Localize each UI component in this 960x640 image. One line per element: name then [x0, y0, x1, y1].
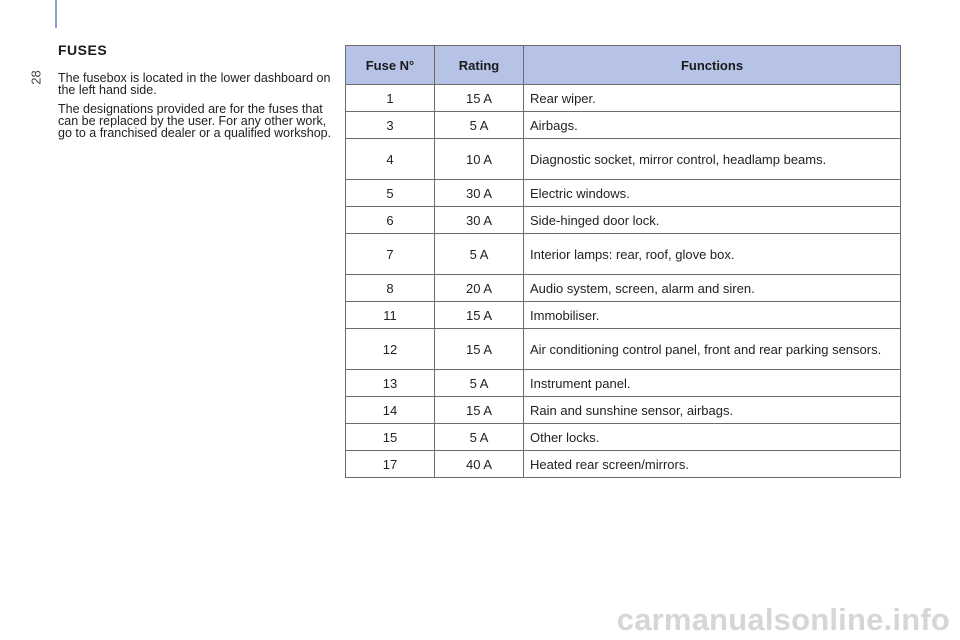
- cell-function: Heated rear screen/mirrors.: [524, 451, 901, 478]
- cell-rating: 5 A: [435, 370, 524, 397]
- header-functions: Functions: [524, 46, 901, 85]
- cell-rating: 40 A: [435, 451, 524, 478]
- cell-fuse-number: 15: [346, 424, 435, 451]
- table-row: [346, 329, 901, 370]
- cell-function: Immobiliser.: [524, 302, 901, 329]
- cell-fuse-number: 7: [346, 234, 435, 275]
- cell-rating: 5 A: [435, 112, 524, 139]
- cell-rating: 15 A: [435, 397, 524, 424]
- cell-fuse-number: 5: [346, 180, 435, 207]
- cell-fuse-number: 14: [346, 397, 435, 424]
- table-row: [346, 424, 901, 451]
- cell-rating: 5 A: [435, 234, 524, 275]
- table-row: [346, 112, 901, 139]
- cell-rating: 15 A: [435, 85, 524, 112]
- table-row: [346, 180, 901, 207]
- cell-fuse-number: 12: [346, 329, 435, 370]
- section-title: FUSES: [58, 42, 108, 58]
- cell-rating: 15 A: [435, 302, 524, 329]
- cell-function: Side-hinged door lock.: [524, 207, 901, 234]
- header-rating: Rating: [435, 46, 524, 85]
- cell-function: Diagnostic socket, mirror control, headlamp beams.: [524, 139, 901, 180]
- table-row: [346, 370, 901, 397]
- cell-rating: 30 A: [435, 207, 524, 234]
- cell-function: Rear wiper.: [524, 85, 901, 112]
- cell-function: Rain and sunshine sensor, airbags.: [524, 397, 901, 424]
- table-row: [346, 139, 901, 180]
- cell-function: Airbags.: [524, 112, 901, 139]
- cell-rating: 10 A: [435, 139, 524, 180]
- table-row: [346, 85, 901, 112]
- cell-fuse-number: 17: [346, 451, 435, 478]
- cell-rating: 20 A: [435, 275, 524, 302]
- table-row: [346, 207, 901, 234]
- cell-function: Instrument panel.: [524, 370, 901, 397]
- cell-function: Air conditioning control panel, front and rear parking sensors.: [524, 329, 901, 370]
- cell-fuse-number: 4: [346, 139, 435, 180]
- cell-fuse-number: 6: [346, 207, 435, 234]
- table-header-row: [346, 46, 901, 85]
- intro-column: [58, 42, 333, 146]
- fuse-table: [345, 45, 901, 478]
- cell-rating: 15 A: [435, 329, 524, 370]
- cell-rating: 30 A: [435, 180, 524, 207]
- cell-function: Interior lamps: rear, roof, glove box.: [524, 234, 901, 275]
- cell-function: Audio system, screen, alarm and siren.: [524, 275, 901, 302]
- cell-rating: 5 A: [435, 424, 524, 451]
- watermark: carmanualsonline.info: [616, 602, 950, 637]
- intro-paragraph: The designations provided are for the fuses that can be replaced by the user. For any other work, go to a franchised dealer or a qualified workshop.: [58, 102, 332, 140]
- cell-fuse-number: 8: [346, 275, 435, 302]
- cell-function: Other locks.: [524, 424, 901, 451]
- header-fuse-number: Fuse N°: [346, 46, 435, 85]
- cell-fuse-number: 1: [346, 85, 435, 112]
- table-row: [346, 451, 901, 478]
- margin-accent-bar: [55, 0, 57, 28]
- intro-paragraph: The fusebox is located in the lower dashboard on the left hand side.: [58, 71, 331, 97]
- table-row: [346, 302, 901, 329]
- cell-fuse-number: 3: [346, 112, 435, 139]
- cell-fuse-number: 11: [346, 302, 435, 329]
- cell-function: Electric windows.: [524, 180, 901, 207]
- table-row: [346, 234, 901, 275]
- table-row: [346, 275, 901, 302]
- table-row: [346, 397, 901, 424]
- page-number: 28: [28, 70, 44, 85]
- cell-fuse-number: 13: [346, 370, 435, 397]
